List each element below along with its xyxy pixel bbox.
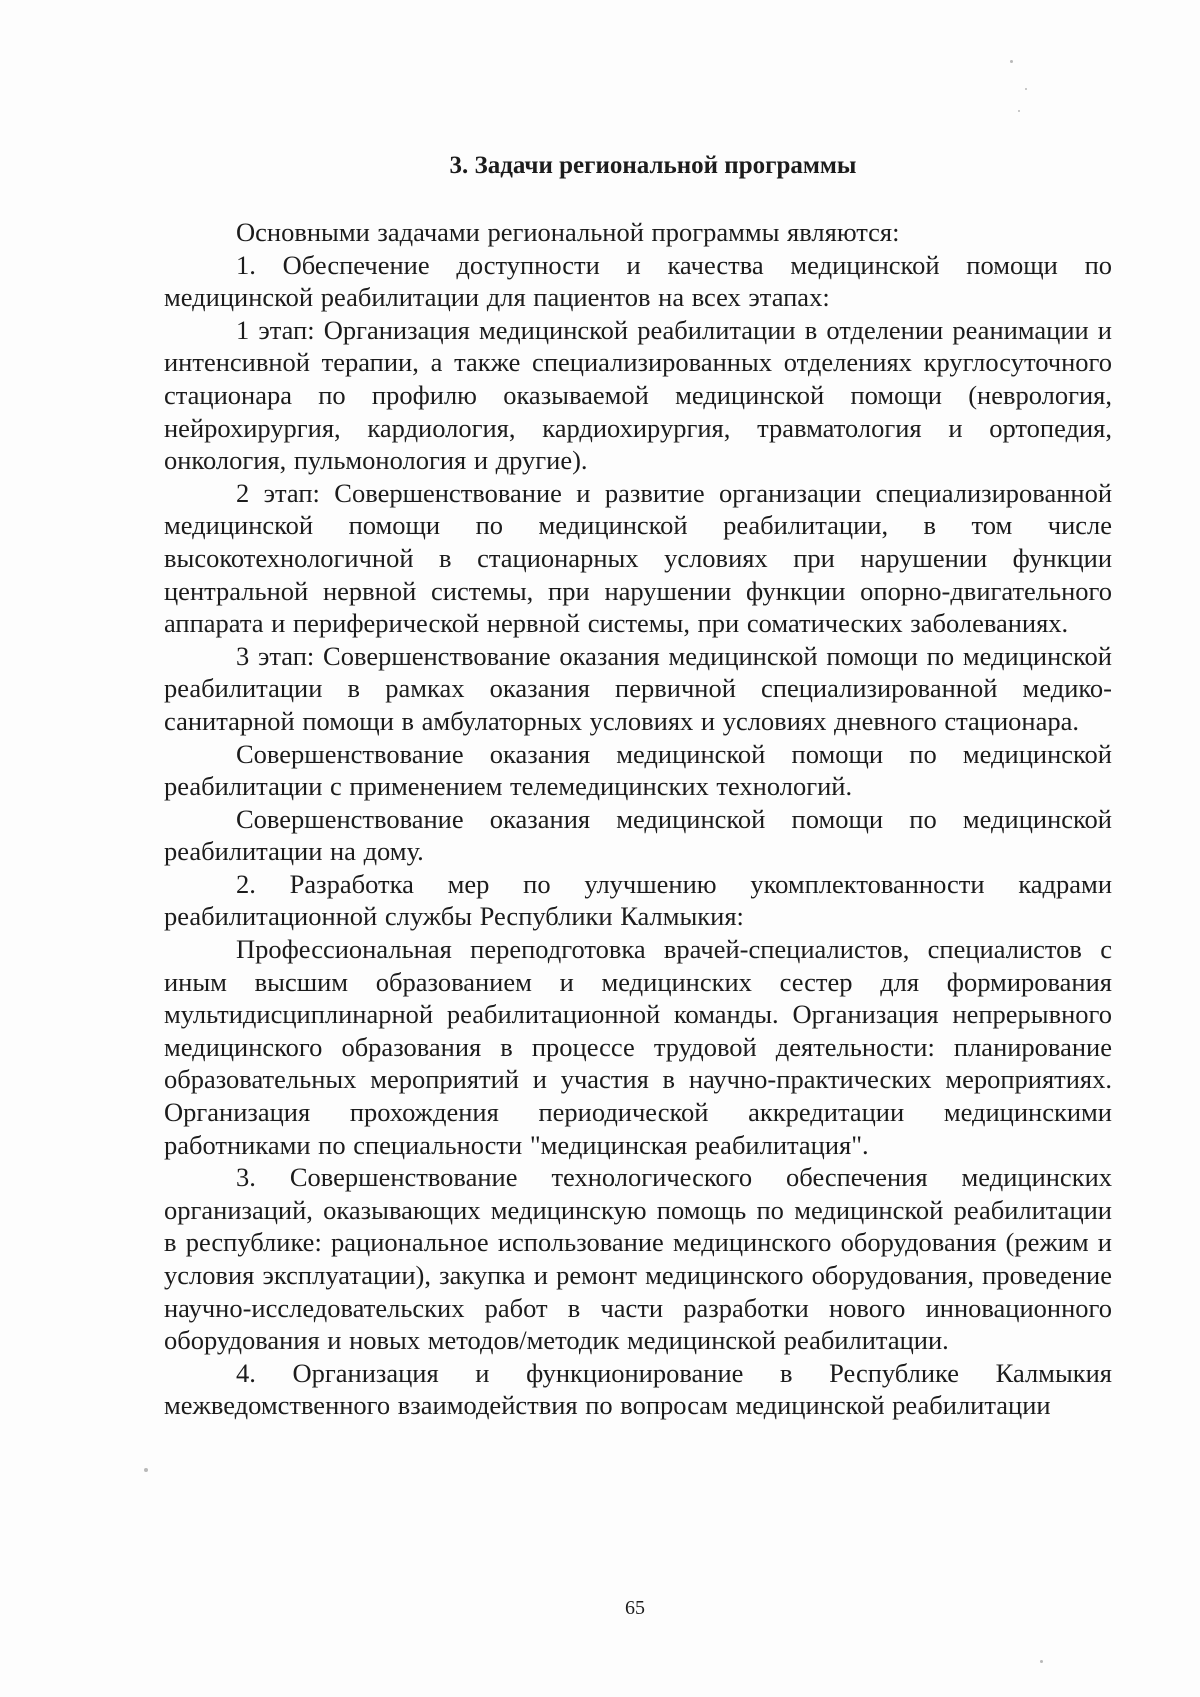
paragraph-task-2: 2. Разработка мер по улучшению укомплектованности кадрами реабилитационной службы Республики Калмыкия:: [164, 868, 1112, 932]
paragraph-intro: Основными задачами региональной программы являются:: [236, 217, 900, 247]
paragraph-task-4: 4. Организация и функционирование в Республике Калмыкия межведомственного взаимодействия по вопросам медицинской реабилитации: [164, 1357, 1112, 1421]
paragraph-stage-1: 1 этап: Организация медицинской реабилитации в отделении реанимации и интенсивной терапии, а также специализированных отделениях круглосуточного стационара по профилю оказываемой медицинской помощи (неврология, нейрохирургия, кардиология, кардиохирургия, травматология и ортопедия, онкология, пульмонология и другие).: [164, 314, 1112, 476]
paragraph-stage-2: 2 этап: Совершенствование и развитие организации специализированной медицинской помощи по медицинской реабилитации, в том числе высокотехнологичной в стационарных условиях при нарушении функции центральной нервной системы, при нарушении функции опорно-двигательного аппарата и периферической нервной системы, при соматических заболеваниях.: [164, 477, 1112, 639]
paragraph-task-1: 1. Обеспечение доступности и качества медицинской помощи по медицинской реабилитации для пациентов на всех этапах:: [164, 249, 1112, 313]
scan-speck: [1018, 110, 1020, 112]
section-heading: 3. Задачи региональной программы: [449, 152, 857, 179]
paragraph-telemedicine: Совершенствование оказания медицинской помощи по медицинской реабилитации с применением телемедицинских технологий.: [164, 738, 1112, 802]
paragraph-home-care: Совершенствование оказания медицинской помощи по медицинской реабилитации на дому.: [164, 803, 1112, 867]
scan-speck: [144, 1468, 148, 1472]
scan-speck: [1040, 1660, 1043, 1663]
paragraph-staff-training: Профессиональная переподготовка врачей-специалистов, специалистов с иным высшим образованием и медицинских сестер для формирования мультидисциплинарной реабилитационной команды. Организация непрерывного медицинского образования в процессе трудовой деятельности: планирование образовательных мероприятий и участия в научно-практических мероприятиях. Организация прохождения периодической аккредитации медицинскими работниками по специальности "медицинская реабилитация".: [164, 934, 1112, 1160]
document-body: [164, 150, 1112, 1422]
scan-speck: [1025, 88, 1027, 90]
scan-speck: [1010, 60, 1013, 63]
paragraph-task-3: 3. Совершенствование технологического обеспечения медицинских организаций, оказывающих медицинскую помощь по медицинской реабилитации в республике: рациональное использование медицинского оборудования (режим и условия эксплуатации), закупка и ремонт медицинского оборудования, проведение научно-исследовательских работ в части разработки нового инновационного оборудования и новых методов/методик медицинской реабилитации.: [164, 1162, 1112, 1356]
page-number: 65: [625, 1597, 645, 1619]
paragraph-stage-3: 3 этап: Совершенствование оказания медицинской помощи по медицинской реабилитации в рамках оказания первичной специализированной медико-санитарной помощи в амбулаторных условиях и условиях дневного стационара.: [164, 640, 1112, 736]
